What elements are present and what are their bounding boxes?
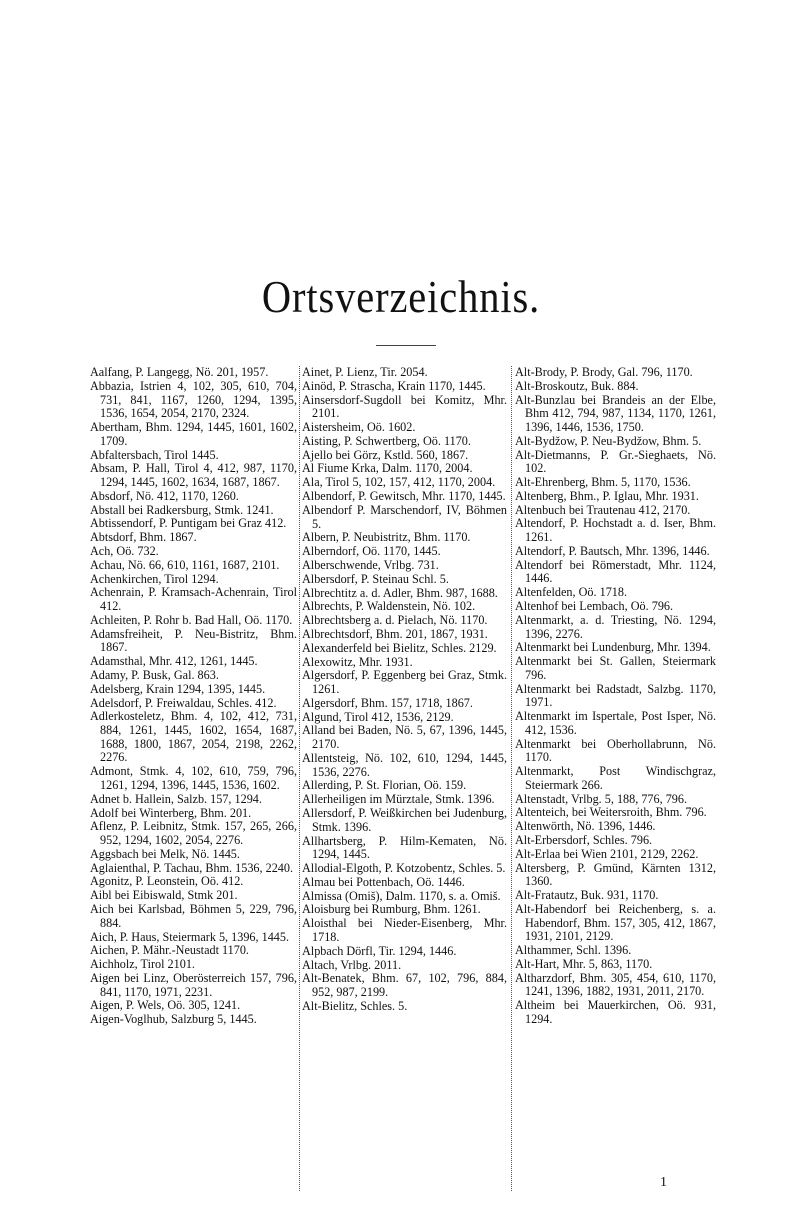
index-entry: Aibl bei Eibiswald, Stmk 201. [90,888,238,903]
index-entry: Altenmarkt im Ispertale, Post Isper, Nö. 412, 1536. [515,709,716,737]
index-entry: Alberndorf, Oö. 1170, 1445. [302,544,441,559]
index-entry: Adamsthal, Mhr. 412, 1261, 1445. [90,654,258,669]
index-entry: Adamy, P. Busk, Gal. 863. [90,667,219,682]
index-entry: Almau bei Pottenbach, Oö. 1446. [302,874,465,889]
column-divider [511,366,512,1191]
index-entry: Adelsberg, Krain 1294, 1395, 1445. [90,681,266,696]
index-entry: Althammer, Schl. 1396. [515,943,632,958]
index-entry: Altendorf, P. Hochstadt a. d. Iser, Bhm. 1261. [515,516,716,545]
index-entry: Alt-Hart, Mhr. 5, 863, 1170. [515,956,653,971]
index-entry: Algund, Tirol 412, 1536, 2129. [302,709,454,724]
index-entry: Ainöd, P. Strascha, Krain 1170, 1445. [302,378,486,393]
index-entry: Aichholz, Tirol 2101. [90,957,195,972]
index-entry: Adlerkosteletz, Bhm. 4, 102, 412, 731, 884, 1261, 1445, 1602, 1654, 1687, 1688, 1800, 1867, 2054, 2198, 2262, 2276. [90,709,297,765]
index-entry: Achenkirchen, Tirol 1294. [90,571,219,586]
index-entry: Aflenz, P. Leibnitz, Stmk. 157, 265, 266, 952, 1294, 1602, 2054, 2276. [90,819,297,848]
index-entry: Aigen bei Linz, Oberösterreich 157, 796, 841, 1170, 1971, 2231. [90,970,297,999]
index-entry: Achau, Nö. 66, 610, 1161, 1687, 2101. [90,557,280,572]
index-entry: Alt-Habendorf bei Reichenberg, s. a. Habendorf, Bhm. 157, 305, 412, 1867, 1931, 2101, 2129. [515,901,716,944]
index-entry: Altenmarkt bei St. Gallen, Steiermark 796. [515,654,716,682]
index-entry: Altharzdorf, Bhm. 305, 454, 610, 1170, 1241, 1396, 1882, 1931, 2011, 2170. [515,970,716,999]
index-entry: Allhartsberg, P. Hilm-Kematen, Nö. 1294, 1445. [302,833,507,862]
index-entry: Alt-Benatek, Bhm. 67, 102, 796, 884, 952, 987, 2199. [302,971,507,1000]
index-entry: Alt-Erlaa bei Wien 2101, 2129, 2262. [515,846,699,861]
index-entry: Alt-Bielitz, Schles. 5. [302,998,408,1013]
index-entry: Allerding, P. St. Florian, Oö. 159. [302,778,467,793]
index-entry: Altenstadt, Vrlbg. 5, 188, 776, 796. [515,791,688,806]
index-entry: Ainsersdorf-Sugdoll bei Komitz, Mhr. 2101. [302,392,507,421]
index-entry: Altenmarkt, Post Windischgraz, Steiermark 266. [515,764,716,792]
index-entry: Altheim bei Mauerkirchen, Oö. 931, 1294. [515,998,716,1026]
index-entry: Altenwörth, Nö. 1396, 1446. [515,819,656,834]
index-entry: Ala, Tirol 5, 102, 157, 412, 1170, 2004. [302,475,496,490]
index-entry: Aigen-Voglhub, Salzburg 5, 1445. [90,1012,257,1027]
index-entry: Alexanderfeld bei Bielitz, Schles. 2129. [302,640,497,655]
index-entry: Ainet, P. Lienz, Tir. 2054. [302,366,428,379]
column-divider [299,366,300,1191]
page-number: 1 [660,1175,667,1190]
index-entry: Altach, Vrlbg. 2011. [302,957,402,972]
index-entry: Ajello bei Görz, Kstld. 560, 1867. [302,447,469,462]
index-entry: Albrechtitz a. d. Adler, Bhm. 987, 1688. [302,585,498,600]
index-entry: Alexowitz, Mhr. 1931. [302,654,413,669]
index-entry: Altenmarkt bei Oberhollabrunn, Nö. 1170. [515,736,716,765]
index-entry: Achenrain, P. Kramsach-Achenrain, Tirol 412. [90,585,297,614]
index-entry: Algersdorf, P. Eggenberg bei Graz, Stmk. 1261. [302,668,507,697]
index-entry: Abtsdorf, Bhm. 1867. [90,530,197,545]
index-entry: Altenhof bei Lembach, Oö. 796. [515,599,674,614]
index-entry: Absam, P. Hall, Tirol 4, 412, 987, 1170, 1294, 1445, 1602, 1634, 1687, 1867. [90,461,297,489]
index-entry: Alt-Brody, P. Brody, Gal. 796, 1170. [515,366,693,379]
index-entry: Aggsbach bei Melk, Nö. 1445. [90,846,240,861]
index-entry: Altendorf, P. Bautsch, Mhr. 1396, 1446. [515,543,710,558]
index-column-1 [90,366,297,1196]
index-entry: Allentsteig, Nö. 102, 610, 1294, 1445, 1536, 2276. [302,750,507,779]
index-entry: Adamsfreiheit, P. Neu-Bistritz, Bhm. 1867. [90,626,297,655]
index-entry: Alt-Ehrenberg, Bhm. 5, 1170, 1536. [515,475,691,490]
index-entry: Aalfang, P. Langegg, Nö. 201, 1957. [90,366,269,379]
index-entry: Alberschwende, Vrlbg. 731. [302,557,439,572]
index-entry: Adolf bei Winterberg, Bhm. 201. [90,805,252,820]
index-entry: Absdorf, Nö. 412, 1170, 1260. [90,488,239,503]
index-entry: Agonitz, P. Leonstein, Oö. 412. [90,874,244,889]
index-entry: Alt-Dietmanns, P. Gr.-Sieghaets, Nö. 102. [515,447,716,476]
index-entry: Aistersheim, Oö. 1602. [302,420,416,435]
index-entry: Albrechts, P. Waldenstein, Nö. 102. [302,599,476,614]
title-rule [376,345,436,346]
index-entry: Aglaienthal, P. Tachau, Bhm. 1536, 2240. [90,860,294,875]
index-entry: Albersdorf, P. Steinau Schl. 5. [302,571,449,586]
index-entry: Abertham, Bhm. 1294, 1445, 1601, 1602, 1709. [90,420,297,448]
index-entry: Allerheiligen im Mürztale, Stmk. 1396. [302,792,495,807]
page-title: Ortsverzeichnis. [261,271,541,322]
index-entry: Altenberg, Bhm., P. Iglau, Mhr. 1931. [515,488,699,503]
index-entry: Altenmarkt bei Radstadt, Salzbg. 1170, 1971. [515,681,716,710]
index-entry: Aisting, P. Schwertberg, Oö. 1170. [302,433,471,448]
index-entry: Achleiten, P. Rohr b. Bad Hall, Oö. 1170. [90,612,293,627]
index-entry: Altendorf bei Römerstadt, Mhr. 1124, 1446. [515,557,716,586]
index-entry: Abstall bei Radkersburg, Stmk. 1241. [90,502,274,517]
index-entry: Adelsdorf, P. Freiwaldau, Schles. 412. [90,695,277,710]
index-entry: Alt-Erbersdorf, Schles. 796. [515,833,653,848]
index-entry: Al Fiume Krka, Dalm. 1170, 2004. [302,461,473,476]
index-column-2 [302,366,507,1196]
index-entry: Albrechtsberg a. d. Pielach, Nö. 1170. [302,613,488,628]
index-entry: Albendorf, P. Gewitsch, Mhr. 1170, 1445. [302,489,506,504]
index-column-3 [515,366,716,1196]
index-entry: Aloisthal bei Nieder-Eisenberg, Mhr. 1718. [302,916,507,944]
index-entry: Abfaltersbach, Tirol 1445. [90,447,219,462]
index-entry: Almissa (Omiš), Dalm. 1170, s. a. Omiš. [302,888,501,903]
index-entry: Aigen, P. Wels, Oö. 305, 1241. [90,998,241,1013]
index-entry: Altenmarkt bei Lundenburg, Mhr. 1394. [515,640,711,655]
index-entry: Allersdorf, P. Weißkirchen bei Judenburg, Stmk. 1396. [302,806,507,834]
index-entry: Adnet b. Hallein, Salzb. 157, 1294. [90,791,262,806]
index-entry: Aichen, P. Mähr.-Neustadt 1170. [90,943,249,958]
index-entry: Alpbach Dörfl, Tir. 1294, 1446. [302,943,457,958]
index-entry: Aich, P. Haus, Steiermark 5, 1396, 1445. [90,929,290,944]
index-entry: Admont, Stmk. 4, 102, 610, 759, 796, 1261, 1294, 1396, 1445, 1536, 1602. [90,764,297,792]
index-entry: Altenmarkt, a. d. Triesting, Nö. 1294, 1396, 2276. [515,612,716,641]
index-entry: Ach, Oö. 732. [90,543,159,558]
index-entry: Abtissendorf, P. Puntigam bei Graz 412. [90,516,287,531]
index-entry: Alt-Bydžow, P. Neu-Bydžow, Bhm. 5. [515,433,702,448]
index-entry: Alt-Bunzlau bei Brandeis an der Elbe, Bhm 412, 794, 987, 1134, 1170, 1261, 1396, 1446, 1536, 1750. [515,392,716,434]
index-entry: Alt-Fratautz, Buk. 931, 1170. [515,888,659,903]
index-entry: Altenteich, bei Weitersroith, Bhm. 796. [515,805,707,820]
index-entry: Albern, P. Neubistritz, Bhm. 1170. [302,530,471,545]
index-entry: Altenfelden, Oö. 1718. [515,585,628,600]
index-entry: Abbazia, Istrien 4, 102, 305, 610, 704, 731, 841, 1167, 1260, 1294, 1395, 1536, 1654, 2054, 2170, 2324. [90,378,297,421]
index-entry: Alt-Broskoutz, Buk. 884. [515,378,639,393]
index-entry: Altenbuch bei Trautenau 412, 2170. [515,502,691,517]
index-entry: Alland bei Baden, Nö. 5, 67, 1396, 1445, 2170. [302,723,507,752]
index-entry: Altersberg, P. Gmünd, Kärnten 1312, 1360. [515,860,716,889]
index-entry: Allodial-Elgoth, P. Kotzobentz, Schles. 5. [302,861,506,876]
index-entry: Albrechtsdorf, Bhm. 201, 1867, 1931. [302,626,488,641]
index-entry: Aloisburg bei Rumburg, Bhm. 1261. [302,902,481,917]
index-entry: Albendorf P. Marschendorf, IV, Böhmen 5. [302,502,507,531]
index-entry: Algersdorf, Bhm. 157, 1718, 1867. [302,695,473,710]
index-columns [90,366,716,1196]
index-entry: Aich bei Karlsbad, Böhmen 5, 229, 796, 884. [90,902,297,930]
